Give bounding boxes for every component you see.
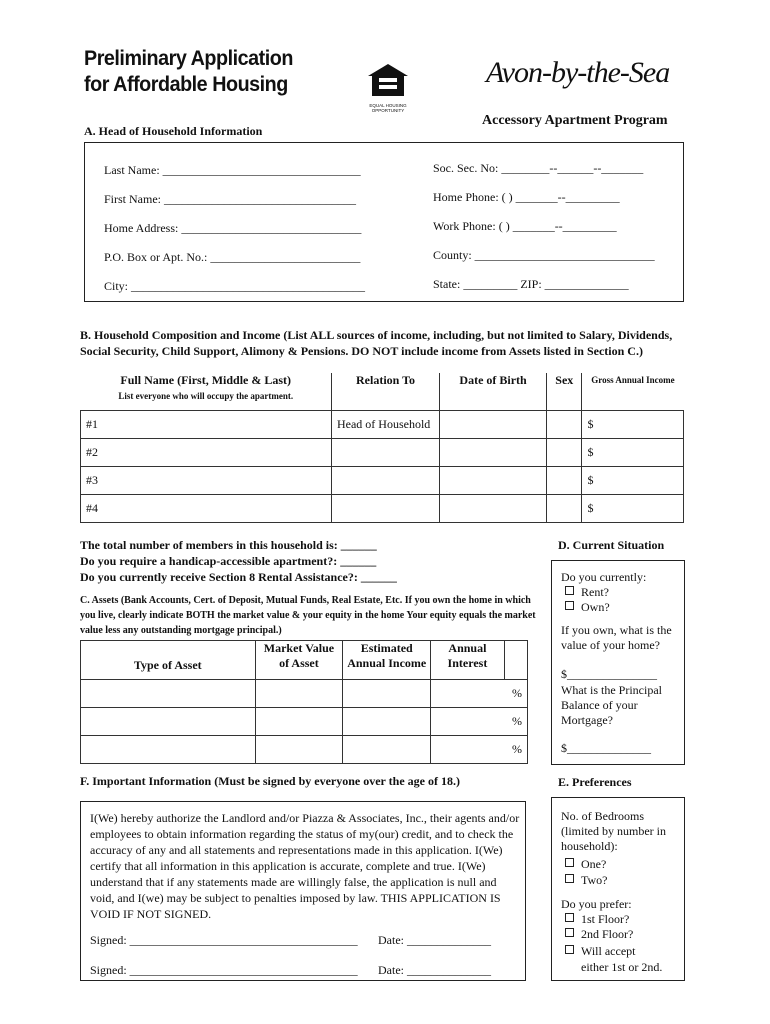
col-full-name-sub: List everyone who will occupy the apartment.	[118, 391, 294, 401]
col-asset-type: Type of Asset	[81, 641, 256, 680]
col-sex: Sex	[547, 373, 582, 410]
col-interest: Annual Interest	[431, 641, 505, 680]
section-d-heading: D. Current Situation	[558, 538, 665, 552]
authorization-text: I(We) hereby authorize the Landlord and/or Piazza & Associates, Inc., their agents and/or employees to obtain information regarding the status of my(our) credit, and to check the accuracy of any and all statements and representations made in this application. I(We) certify that all information in this application is accurate, complete and true. I(We) understand that if any statements made are willingly false, the application is null and void, and I(we) may be subject to penalties imposed by law. THIS APPLICATION IS VOID IF NOT SIGNED.	[90, 811, 520, 921]
last-name-field[interactable]: Last Name: _________________________________	[104, 163, 361, 177]
county-field[interactable]: County: ______________________________	[433, 248, 655, 262]
own-checkbox[interactable]: Own?	[565, 600, 610, 615]
section-e-heading: E. Preferences	[558, 775, 632, 789]
table-row: %	[81, 680, 528, 708]
work-phone-field[interactable]: Work Phone: ( ) _______--_________	[433, 219, 617, 233]
checkbox-icon[interactable]	[565, 913, 574, 922]
table-row: %	[81, 736, 528, 764]
checkbox-icon[interactable]	[565, 945, 574, 954]
home-value-field[interactable]: $_______________	[561, 667, 657, 681]
checkbox-icon[interactable]	[565, 928, 574, 937]
household-table	[80, 373, 684, 523]
assets-table	[80, 640, 528, 764]
date-field[interactable]: Date: ______________	[378, 933, 491, 947]
checkbox-icon[interactable]	[565, 858, 574, 867]
col-market-value: Market Value of Asset	[255, 641, 343, 680]
section-c-heading: C. Assets (Bank Accounts, Cert. of Deposit, Mutual Funds, Real Estate, Etc. If you own the home in which you live, clearly indicate BOTH the market value & your equity in the home Your equity equals the market value less any outstanding mortgage principal.)	[80, 595, 536, 636]
table-row: #1 Head of Household $	[81, 410, 684, 438]
program-title: Accessory Apartment Program	[482, 113, 668, 128]
section-f-heading: F. Important Information (Must be signed by everyone over the age of 18.)	[80, 774, 460, 788]
col-est-income: Estimated Annual Income	[343, 641, 431, 680]
one-bedroom-checkbox[interactable]: One?	[565, 857, 606, 872]
household-questions	[80, 537, 397, 585]
two-bedroom-checkbox[interactable]: Two?	[565, 873, 607, 888]
date-field[interactable]: Date: ______________	[378, 963, 491, 977]
head-of-household-box	[84, 142, 684, 302]
col-full-name: Full Name (First, Middle & Last)	[120, 373, 292, 387]
first-name-field[interactable]: First Name: ________________________________	[104, 192, 356, 206]
section-a-heading: A. Head of Household Information	[84, 124, 263, 138]
table-row: #2 $	[81, 438, 684, 466]
either-floor-checkbox[interactable]: Will accept	[565, 944, 636, 959]
col-dob: Date of Birth	[440, 373, 547, 410]
first-floor-checkbox[interactable]: 1st Floor?	[565, 912, 629, 927]
city-field[interactable]: City: _______________________________________	[104, 279, 366, 293]
signature-field[interactable]: Signed: ______________________________________	[90, 933, 358, 947]
table-row: #3 $	[81, 466, 684, 494]
preferences-box: No. of Bedrooms (limited by number in household): One? Two? Do you prefer: 1st Floor? 2nd Floor? Will accept either 1st or 2nd.	[551, 797, 685, 981]
checkbox-icon[interactable]	[565, 586, 574, 595]
home-phone-field[interactable]: Home Phone: ( ) _______--_________	[433, 190, 620, 204]
table-row: %	[81, 708, 528, 736]
members-question[interactable]: The total number of members in this household is: ______	[80, 538, 377, 552]
checkbox-icon[interactable]	[565, 601, 574, 610]
section8-question[interactable]: Do you currently receive Section 8 Rental Assistance?: ______	[80, 570, 397, 584]
checkbox-icon[interactable]	[565, 874, 574, 883]
section-b-heading: B. Household Composition and Income (List ALL sources of income, including, but not limited to Salary, Dividends, Social Security, Child Support, Alimony & Pensions. DO NOT include income from Assets listed in Section C.)	[80, 328, 673, 358]
state-zip-field[interactable]: State: _________ ZIP: ______________	[433, 277, 629, 291]
signature-field[interactable]: Signed: ______________________________________	[90, 963, 358, 977]
col-relation: Relation To	[331, 373, 439, 410]
authorization-box	[80, 801, 526, 981]
page-title: Preliminary Application for Affordable Housing	[84, 47, 293, 96]
po-box-field[interactable]: P.O. Box or Apt. No.: _________________________	[104, 250, 361, 264]
mortgage-balance-field[interactable]: $______________	[561, 741, 651, 755]
ssn-field[interactable]: Soc. Sec. No: ________--______--_______	[433, 161, 644, 175]
current-situation-box: Do you currently: Rent? Own? If you own, what is the value of your home? $_______________ What is the Principal Balance of your Mortgage? $______________	[551, 560, 685, 765]
second-floor-checkbox[interactable]: 2nd Floor?	[565, 927, 633, 942]
avon-logo: Avon-by-the-Sea	[486, 56, 670, 89]
home-address-field[interactable]: Home Address: ______________________________	[104, 221, 362, 235]
equal-housing-logo: EQUAL HOUSING OPPORTUNITY	[366, 62, 410, 112]
rent-checkbox[interactable]: Rent?	[565, 585, 609, 600]
handicap-question[interactable]: Do you require a handicap-accessible apartment?: ______	[80, 554, 377, 568]
col-income: Gross Annual Income	[582, 373, 684, 410]
table-row: #4 $	[81, 494, 684, 522]
